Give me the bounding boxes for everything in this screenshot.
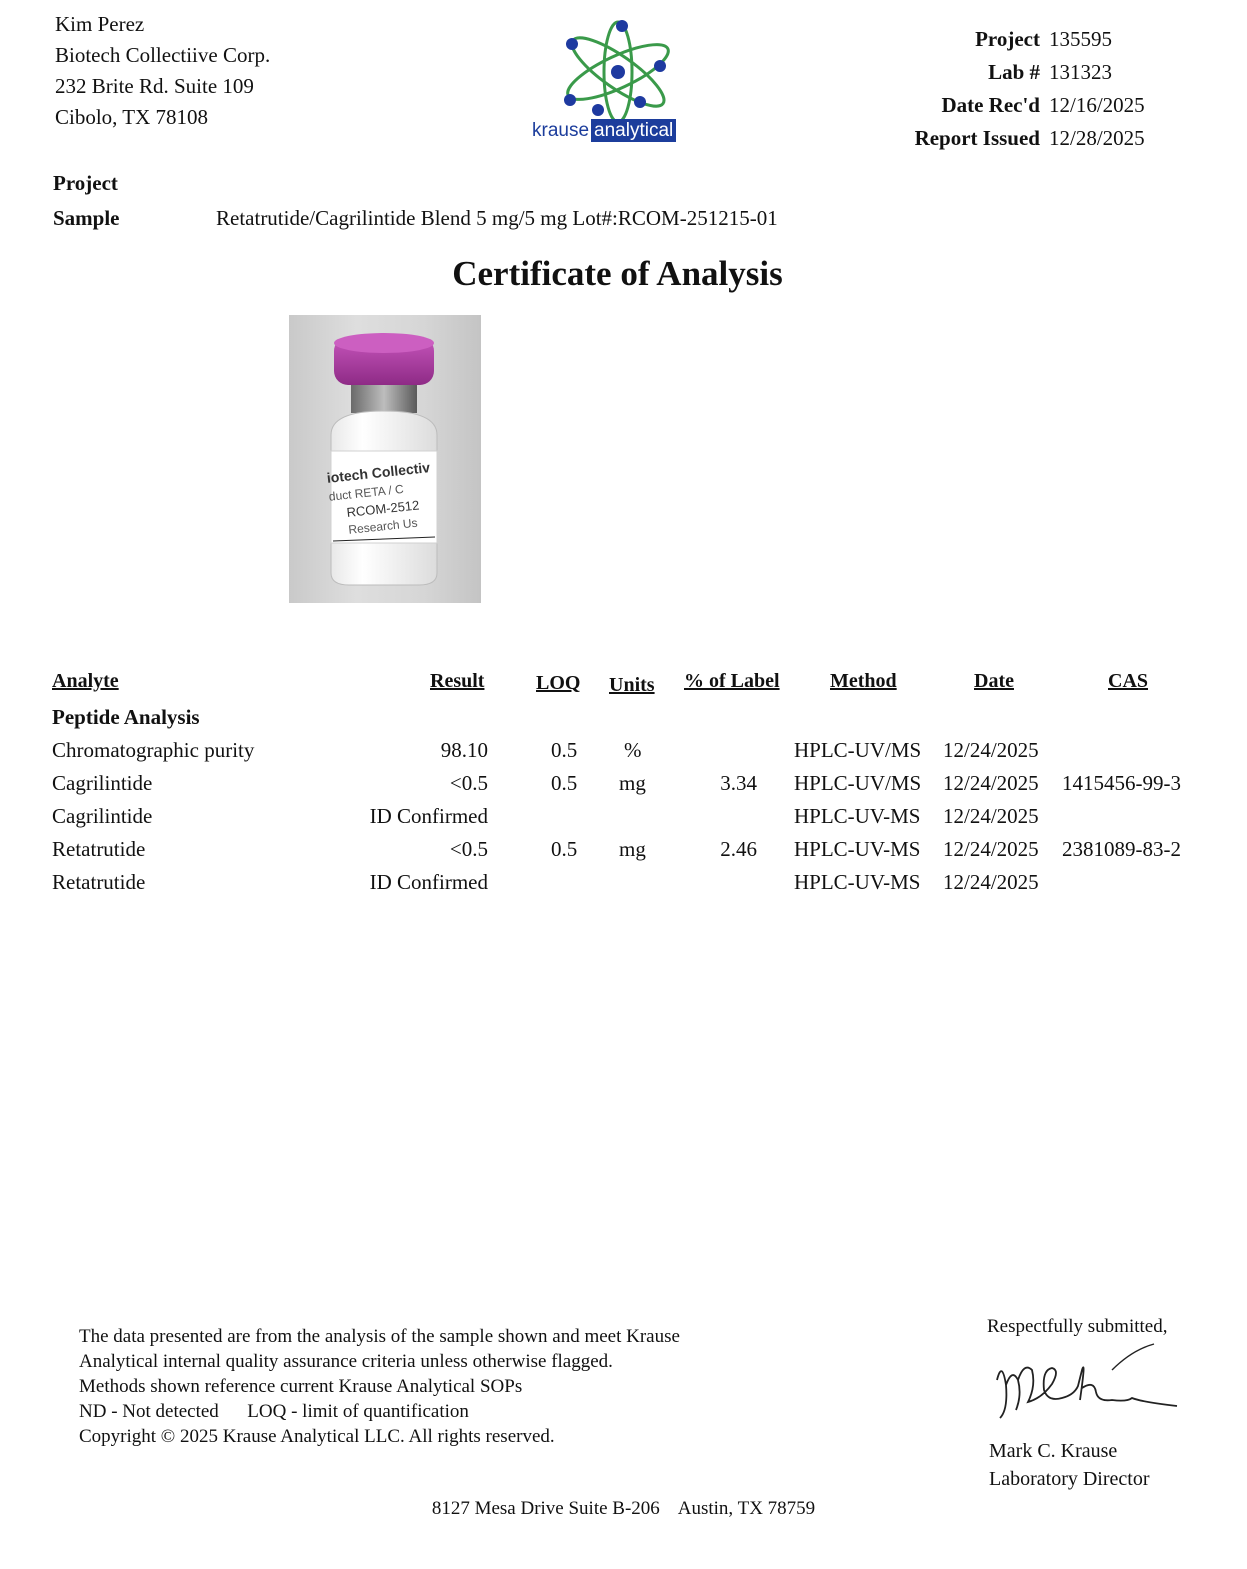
sample-value: Retatrutide/Cagrilintide Blend 5 mg/5 mg Lot#:RCOM-251215-01 bbox=[216, 206, 778, 230]
header-date: Date bbox=[974, 670, 1014, 692]
cell-result: ID Confirmed bbox=[369, 804, 488, 828]
header-loq: LOQ bbox=[536, 672, 581, 694]
meta-row-date-received bbox=[865, 93, 1185, 126]
cell-analyte: Chromatographic purity bbox=[52, 738, 255, 762]
respectfully-submitted: Respectfully submitted, bbox=[987, 1316, 1168, 1337]
cell-result: <0.5 bbox=[449, 837, 488, 861]
header-analyte: Analyte bbox=[52, 670, 119, 692]
lab-address: 8127 Mesa Drive Suite B-206 Austin, TX 78759 bbox=[431, 1498, 816, 1519]
cell-method: HPLC-UV/MS bbox=[794, 771, 922, 795]
cell-date: 12/24/2025 bbox=[943, 804, 1039, 828]
cell-result: 98.10 bbox=[440, 738, 488, 762]
footer-notes bbox=[79, 1324, 680, 1449]
table-row bbox=[0, 837, 1247, 870]
cell-method: HPLC-UV/MS bbox=[794, 738, 922, 762]
vial-label-line-3: RCOM-2512 bbox=[345, 497, 420, 520]
cell-date: 12/24/2025 bbox=[943, 738, 1039, 762]
cell-units: mg bbox=[619, 771, 646, 795]
cell-analyte: Retatrutide bbox=[52, 870, 146, 894]
sample-vial-photo bbox=[289, 315, 481, 603]
cell-result: <0.5 bbox=[449, 771, 488, 795]
meta-label: Report Issued bbox=[914, 126, 1040, 150]
cell-date: 12/24/2025 bbox=[943, 837, 1039, 861]
meta-label: Project bbox=[975, 27, 1040, 51]
cell-pct-label: 2.46 bbox=[720, 837, 757, 861]
cell-pct-label: 3.34 bbox=[720, 771, 757, 795]
header-units: Units bbox=[609, 674, 655, 696]
client-street: 232 Brite Rd. Suite 109 bbox=[55, 74, 254, 98]
vial-icon bbox=[289, 315, 481, 603]
cell-date: 12/24/2025 bbox=[943, 771, 1039, 795]
footer-note-line: The data presented are from the analysis of the sample shown and meet Krause bbox=[79, 1326, 680, 1347]
cell-method: HPLC-UV-MS bbox=[794, 837, 921, 861]
atom-icon bbox=[530, 14, 715, 124]
logo-word-analytical: analytical bbox=[591, 119, 676, 142]
cell-units: % bbox=[624, 738, 642, 762]
cell-analyte: Cagrilintide bbox=[52, 804, 153, 828]
cell-loq: 0.5 bbox=[551, 738, 578, 762]
table-row bbox=[0, 771, 1247, 804]
footer-note-line: ND - Not detected LOQ - limit of quantification bbox=[79, 1401, 469, 1422]
footer-note-line: Methods shown reference current Krause Analytical SOPs bbox=[79, 1376, 523, 1397]
vial-label-line-1: iotech Collectiv bbox=[326, 459, 431, 486]
cell-analyte: Cagrilintide bbox=[52, 771, 153, 795]
cell-analyte: Retatrutide bbox=[52, 837, 146, 861]
signer-name: Mark C. Krause bbox=[989, 1440, 1118, 1462]
meta-value: 135595 bbox=[1049, 27, 1112, 51]
header-result: Result bbox=[430, 670, 485, 692]
cell-method: HPLC-UV-MS bbox=[794, 804, 921, 828]
footer-note-line: Copyright © 2025 Krause Analytical LLC. All rights reserved. bbox=[79, 1426, 555, 1447]
cell-cas: 2381089-83-2 bbox=[1062, 837, 1181, 861]
meta-label: Date Rec'd bbox=[941, 93, 1040, 117]
vial-label-line-2: duct RETA / C bbox=[328, 481, 405, 504]
client-company: Biotech Collectiive Corp. bbox=[55, 43, 271, 67]
signer-title: Laboratory Director bbox=[989, 1468, 1150, 1490]
sample-label: Sample bbox=[53, 206, 120, 230]
header-pct-label: % of Label bbox=[684, 670, 780, 692]
report-meta bbox=[865, 27, 1195, 167]
cell-units: mg bbox=[619, 837, 646, 861]
cell-loq: 0.5 bbox=[551, 837, 578, 861]
section-peptide-analysis: Peptide Analysis bbox=[52, 705, 200, 729]
meta-value: 12/16/2025 bbox=[1049, 93, 1145, 117]
table-row bbox=[0, 804, 1247, 837]
cell-loq: 0.5 bbox=[551, 771, 578, 795]
signature-image bbox=[982, 1340, 1182, 1430]
cell-date: 12/24/2025 bbox=[943, 870, 1039, 894]
client-address bbox=[55, 9, 270, 133]
footer-note-line: Analytical internal quality assurance criteria unless otherwise flagged. bbox=[79, 1351, 613, 1372]
cell-result: ID Confirmed bbox=[369, 870, 488, 894]
page-title: Certificate of Analysis bbox=[452, 254, 783, 293]
vial-label-line-4: Research Us bbox=[347, 515, 419, 537]
header-method: Method bbox=[830, 670, 897, 692]
meta-value: 131323 bbox=[1049, 60, 1112, 84]
client-name: Kim Perez bbox=[55, 12, 145, 36]
table-row bbox=[0, 738, 1247, 771]
logo-word-krause: krause bbox=[532, 120, 590, 141]
project-label: Project bbox=[53, 171, 118, 195]
meta-row-project bbox=[865, 27, 1185, 60]
header-cas: CAS bbox=[1108, 670, 1149, 692]
meta-row-report-issued bbox=[865, 126, 1185, 159]
meta-row-lab bbox=[865, 60, 1185, 93]
table-row bbox=[0, 870, 1247, 903]
krause-analytical-logo bbox=[530, 14, 715, 154]
meta-label: Lab # bbox=[988, 60, 1040, 84]
meta-value: 12/28/2025 bbox=[1049, 126, 1145, 150]
cell-method: HPLC-UV-MS bbox=[794, 870, 921, 894]
cell-cas: 1415456-99-3 bbox=[1062, 771, 1181, 795]
client-city: Cibolo, TX 78108 bbox=[55, 105, 209, 129]
